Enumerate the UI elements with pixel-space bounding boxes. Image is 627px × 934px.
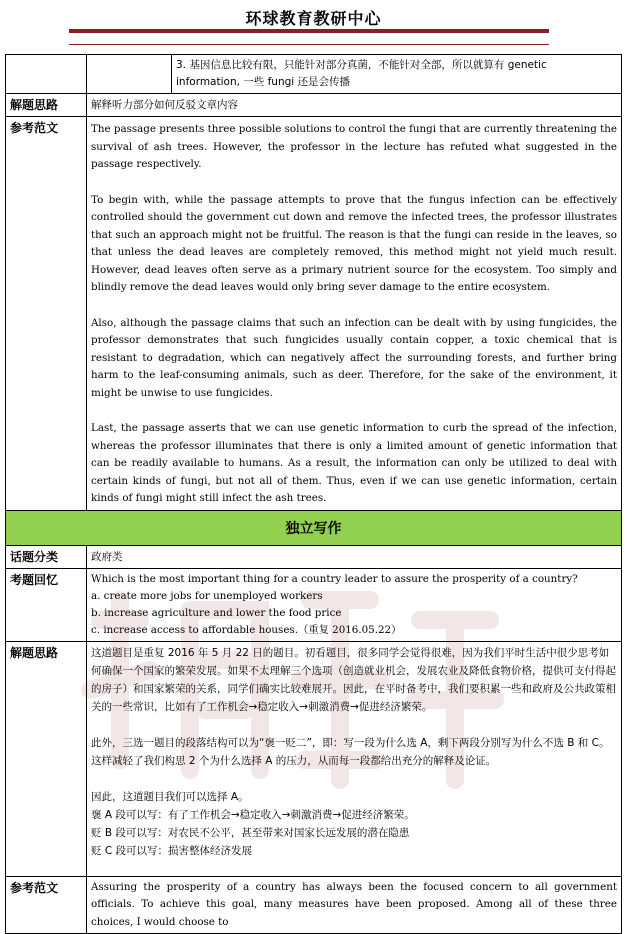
content-table xyxy=(5,54,622,934)
table-row-sample-1 xyxy=(6,117,622,511)
approach-2-paragraph-1: 这道题目是重复 2016 年 5 月 22 日的题目。初看题目，很多同学会觉得很难，因为我们平时生活中很少思考如何确保一个国家的繁荣发展。如果不太理解三个选项（创造就业机会，发展农业及降低食物价格，提供可支付得起的房子）和国家繁荣的关系，同学们确实比较难展开。因此，在平时备考中，我们要积累一些和政府及公共政策相关的一些常识，比如有了工作机会→稳定收入→刺激消费→促进经济繁荣。 xyxy=(91,646,616,713)
table-row-section-band xyxy=(6,510,622,545)
page-header xyxy=(0,0,627,48)
approach-2-paragraph-5: 贬 B 段可以写：对农民不公平，甚至带来对国家长远发展的潜在隐患 xyxy=(91,826,410,839)
header-title: 环球教育教研中心 xyxy=(245,9,382,28)
approach-2-paragraph-4: 褒 A 段可以写：有了工作机会→稳定收入→刺激消费→促进经济繁荣。 xyxy=(91,808,415,821)
table-row-continued-point xyxy=(6,55,622,94)
topic-label: 话题分类 xyxy=(6,545,87,568)
table-row-sample-2 xyxy=(6,876,622,934)
sample-1-paragraph-4: Last, the passage asserts that we can use genetic information to curb the spread of the infection, whereas the professor illuminates that there is only a limited amount of genetic information that can be readily available to humans. As a result, the information can only be utilized to deal with certain kinds of fungi, but not all of them. Thus, even if we can use genetic information, certain kinds of fungi might still infect the ash trees. xyxy=(91,422,617,504)
recall-option-c: c. increase access to affordable houses.（重复 2016.05.22） xyxy=(91,623,402,636)
sample-1-paragraph-3: Also, although the passage claims that such an infection can be dealt with by using fungicides, the professor demonstrates that such fungicides usually contain copper, a toxic chemical that is resistant to degradation, which can negatively affect the surrounding forests, and further bring harm to the leaf-consuming animals, such as deer. Therefore, for the sake of the environment, it might be unwise to use fungicides. xyxy=(91,316,617,399)
sample-2-label: 参考范文 xyxy=(6,876,87,934)
table-row-recall xyxy=(6,568,622,641)
approach-2-label: 解题思路 xyxy=(6,641,87,876)
table-row-topic xyxy=(6,545,622,568)
recall-option-b: b. increase agriculture and lower the food price xyxy=(91,606,342,619)
empty-sub-cell xyxy=(87,55,172,94)
sample-2-body: Assuring the prosperity of a country has always been the focused concern to all government officials. To achieve this goal, many measures have been proposed. Among all of these three choices, I would choose to xyxy=(87,876,622,934)
recall-label: 考题回忆 xyxy=(6,568,87,641)
approach-2-paragraph-2: 此外，三选一题目的段落结构可以为“褒一贬二”，即：写一段为什么选 A，剩下两段分别写为什么不选 B 和 C。这样减轻了我们构思 2 个为什么选择 A 的压力，从而每一段都给出充分的解释及论证。 xyxy=(91,736,610,767)
approach-1-text: 解释听力部分如何反驳文章内容 xyxy=(87,94,622,117)
sample-1-label: 参考范文 xyxy=(6,117,87,511)
sample-1-paragraph-2: To begin with, while the passage attempts to prove that the fungus infection can be effectively controlled should the government cut down and remove the infected trees, the professor illustrates that such an approach might not be fruitful. The reason is that the fungi can reside in the leaves, so that unless the dead leaves are completely removed, this method might not yield much result. However, dead leaves often serve as a primary nutrient source for the ecosystem. Too simply and blindly remove the dead leaves would only bring sever damage to the entire ecosystem. xyxy=(91,193,617,293)
empty-label-cell xyxy=(6,55,87,94)
recall-question: Which is the most important thing for a country leader to assure the prosperity of a country? xyxy=(91,572,578,585)
table-row-approach-1 xyxy=(6,94,622,117)
approach-2-paragraph-3: 因此，这道题目我们可以选择 A。 xyxy=(91,790,249,803)
recall-body xyxy=(87,568,622,641)
approach-2-paragraph-6: 贬 C 段可以写：损害整体经济发展 xyxy=(91,844,253,857)
approach-1-label: 解题思路 xyxy=(6,94,87,117)
section-title: 独立写作 xyxy=(6,510,622,545)
sample-1-body xyxy=(87,117,622,511)
recall-option-a: a. create more jobs for unemployed workers xyxy=(91,589,323,602)
continued-point-cell xyxy=(172,55,622,94)
header-rule-thin xyxy=(69,44,549,45)
header-rule-thick xyxy=(69,29,549,33)
topic-text: 政府类 xyxy=(87,545,622,568)
approach-2-body xyxy=(87,641,622,876)
continued-point-line2: information, 一些 fungi 还是会传播 xyxy=(176,76,351,88)
sample-1-paragraph-1: The passage presents three possible solutions to control the fungi that are currently threatening the survival of ash trees. However, the professor in the lecture has refuted what suggested in the passage respectively. xyxy=(91,123,617,170)
table-row-approach-2 xyxy=(6,641,622,876)
continued-point-line1: 3. 基因信息比较有限，只能针对部分真菌，不能针对全部，所以就算有 genetic xyxy=(176,59,547,71)
